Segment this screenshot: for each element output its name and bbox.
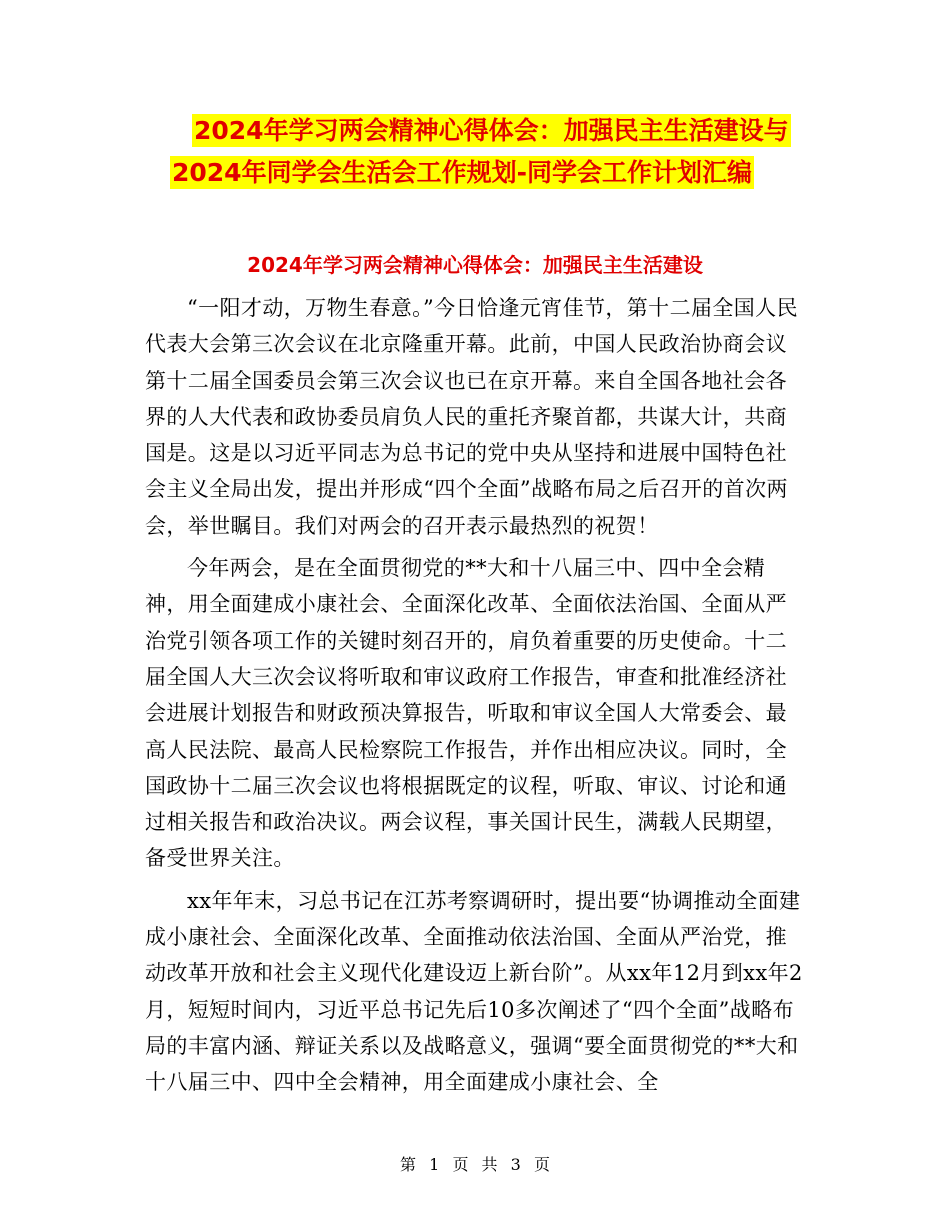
paragraph-2: 今年两会，是在全面贯彻党的**大和十八届三中、四中全会精神，用全面建成小康社会、全面深化改革、全面依法治国、全面从严治党引领各项工作的关键时刻召开的，肩负着重要的历史使命。十二届全国人大三次会议将听取和审议政府工作报告，审查和批准经济社会进展计划报告和财政预决算报告，听取和审议全国人大常委会、最高人民法院、最高人民检察院工作报告，并作出相应决议。同时，全国政协十二届三次会议也将根据既定的议程，听取、审议、讨论和通过相关报告和政治决议。两会议程，事关国计民生，满载人民期望，备受世界关注。 xyxy=(145,556,787,871)
section-heading: 2024年学习两会精神心得体会：加强民主生活建设 xyxy=(247,253,703,277)
footer-total-pages: 3 xyxy=(510,1155,521,1174)
document-title xyxy=(170,110,870,194)
paragraph-1: “一阳才动，万物生春意。”今日恰逢元宵佳节，第十二届全国人民代表大会第三次会议在北京隆重开幕。此前，中国人民政治协商会议第十二届全国委员会第三次会议也已在京开幕。来自全国各地社会各界的人大代表和政协委员肩负人民的重托齐聚首都，共谋大计，共商国是。这是以习近平同志为总书记的党中央从坚持和进展中国特色社会主义全局出发，提出并形成“四个全面”战略布局之后召开的首次两会，举世瞩目。我们对两会的召开表示最热烈的祝贺！ xyxy=(145,296,798,538)
footer-page-number: 1 xyxy=(429,1155,440,1174)
footer-total-prefix: 共 xyxy=(481,1155,498,1174)
footer-total-unit: 页 xyxy=(533,1155,550,1174)
title-line-1-text: 2024年学习两会精神心得体会：加强民主生活建设与 xyxy=(194,116,789,145)
paragraph-3: xx年年末，习总书记在江苏考察调研时，提出要“协调推动全面建成小康社会、全面深化改革、全面推动依法治国、全面从严治党，推动改革开放和社会主义现代化建设迈上新台阶”。从xx年12月到xx年2月，短短时间内，习近平总书记先后10多次阐述了“四个全面”战略布局的丰富内涵、辩证关系以及战略意义，强调“要全面贯彻党的**大和十八届三中、四中全会精神，用全面建成小康社会、全 xyxy=(145,888,803,1095)
title-line-2 xyxy=(170,152,870,194)
footer-page-unit: 页 xyxy=(452,1155,469,1174)
page-footer xyxy=(0,1152,950,1175)
body-text xyxy=(145,290,805,1101)
title-line-1 xyxy=(170,110,870,152)
footer-prefix: 第 xyxy=(400,1155,417,1174)
title-line-2-text: 2024年同学会生活会工作规划-同学会工作计划汇编 xyxy=(172,158,752,187)
